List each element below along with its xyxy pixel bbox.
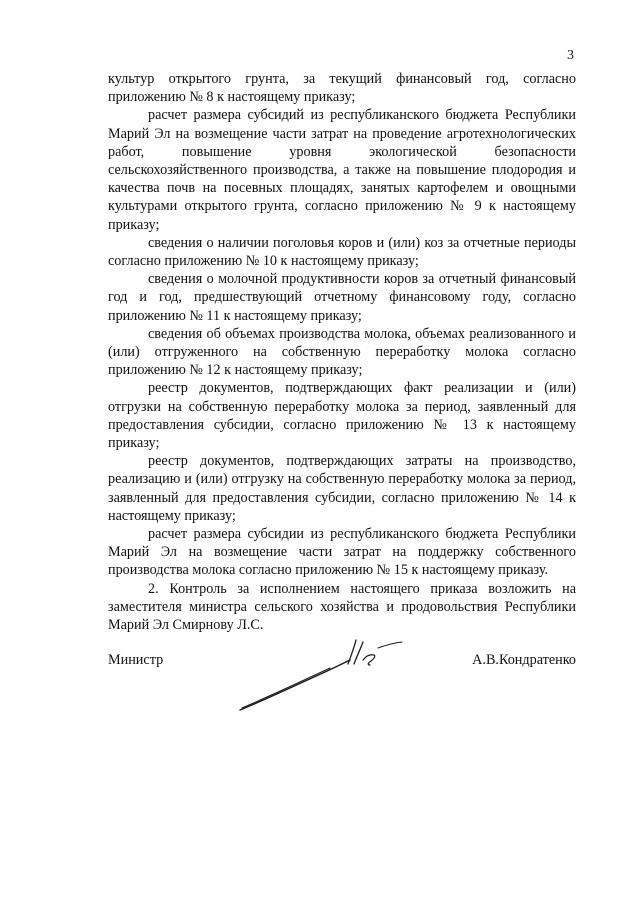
paragraph-item: реестр документов, подтверждающих затраты на производство, реализацию и (или) отгрузку на собственную переработку молока за период, заявленный для предоставления субсидии, согласно приложению № 14 к настоящему приказу;: [108, 453, 576, 524]
signatory-position: Министр: [108, 652, 164, 668]
handwritten-signature: [230, 630, 410, 720]
paragraph-item: сведения о молочной продуктивности коров за отчетный финансовый год и год, предшествующий отчетному финансовому году, согласно приложению № 11 к настоящему приказу;: [108, 271, 576, 324]
paragraph-item: расчет размера субсидии из республиканского бюджета Республики Марий Эл на возмещение части затрат на поддержку собственного производства молока согласно приложению № 15 к настоящему приказу.: [108, 526, 576, 579]
paragraph-control-clause: 2. Контроль за исполнением настоящего приказа возложить на заместителя министра сельского хозяйства и продовольствия Республики Марий Эл Смирнову Л.С.: [108, 580, 576, 634]
paragraph-item: реестр документов, подтверждающих факт реализации и (или) отгрузки на собственную переработку молока за период, заявленный для предоставления субсидии, согласно приложению № 13 к настоящему приказу;: [108, 380, 576, 452]
paragraph-item: расчет размера субсидий из республиканского бюджета Республики Марий Эл на возмещение части затрат на проведение агротехнологических работ, повышение уровня экологической безопасности сельскохозяйственного производства, а также на повышение плодородия и качества почв на посевных площадях, занятых картофелем и овощными культурами открытого грунта, согласно приложению № 9 к настоящему приказу;: [108, 107, 576, 233]
paragraph-item: сведения об объемах производства молока, объемах реализованного и (или) отгруженного на собственную переработку молока согласно приложению № 12 к настоящему приказу;: [108, 325, 576, 379]
paragraph-item: сведения о наличии поголовья коров и (или) коз за отчетные периоды согласно приложению № 10 к настоящему приказу;: [108, 234, 576, 270]
paragraph-continuation: культур открытого грунта, за текущий финансовый год, согласно приложению № 8 к настоящему приказу;: [108, 71, 576, 106]
document-body: [108, 70, 576, 634]
page-number: 3: [567, 48, 574, 63]
signatory-name: А.В.Кондратенко: [472, 652, 576, 668]
